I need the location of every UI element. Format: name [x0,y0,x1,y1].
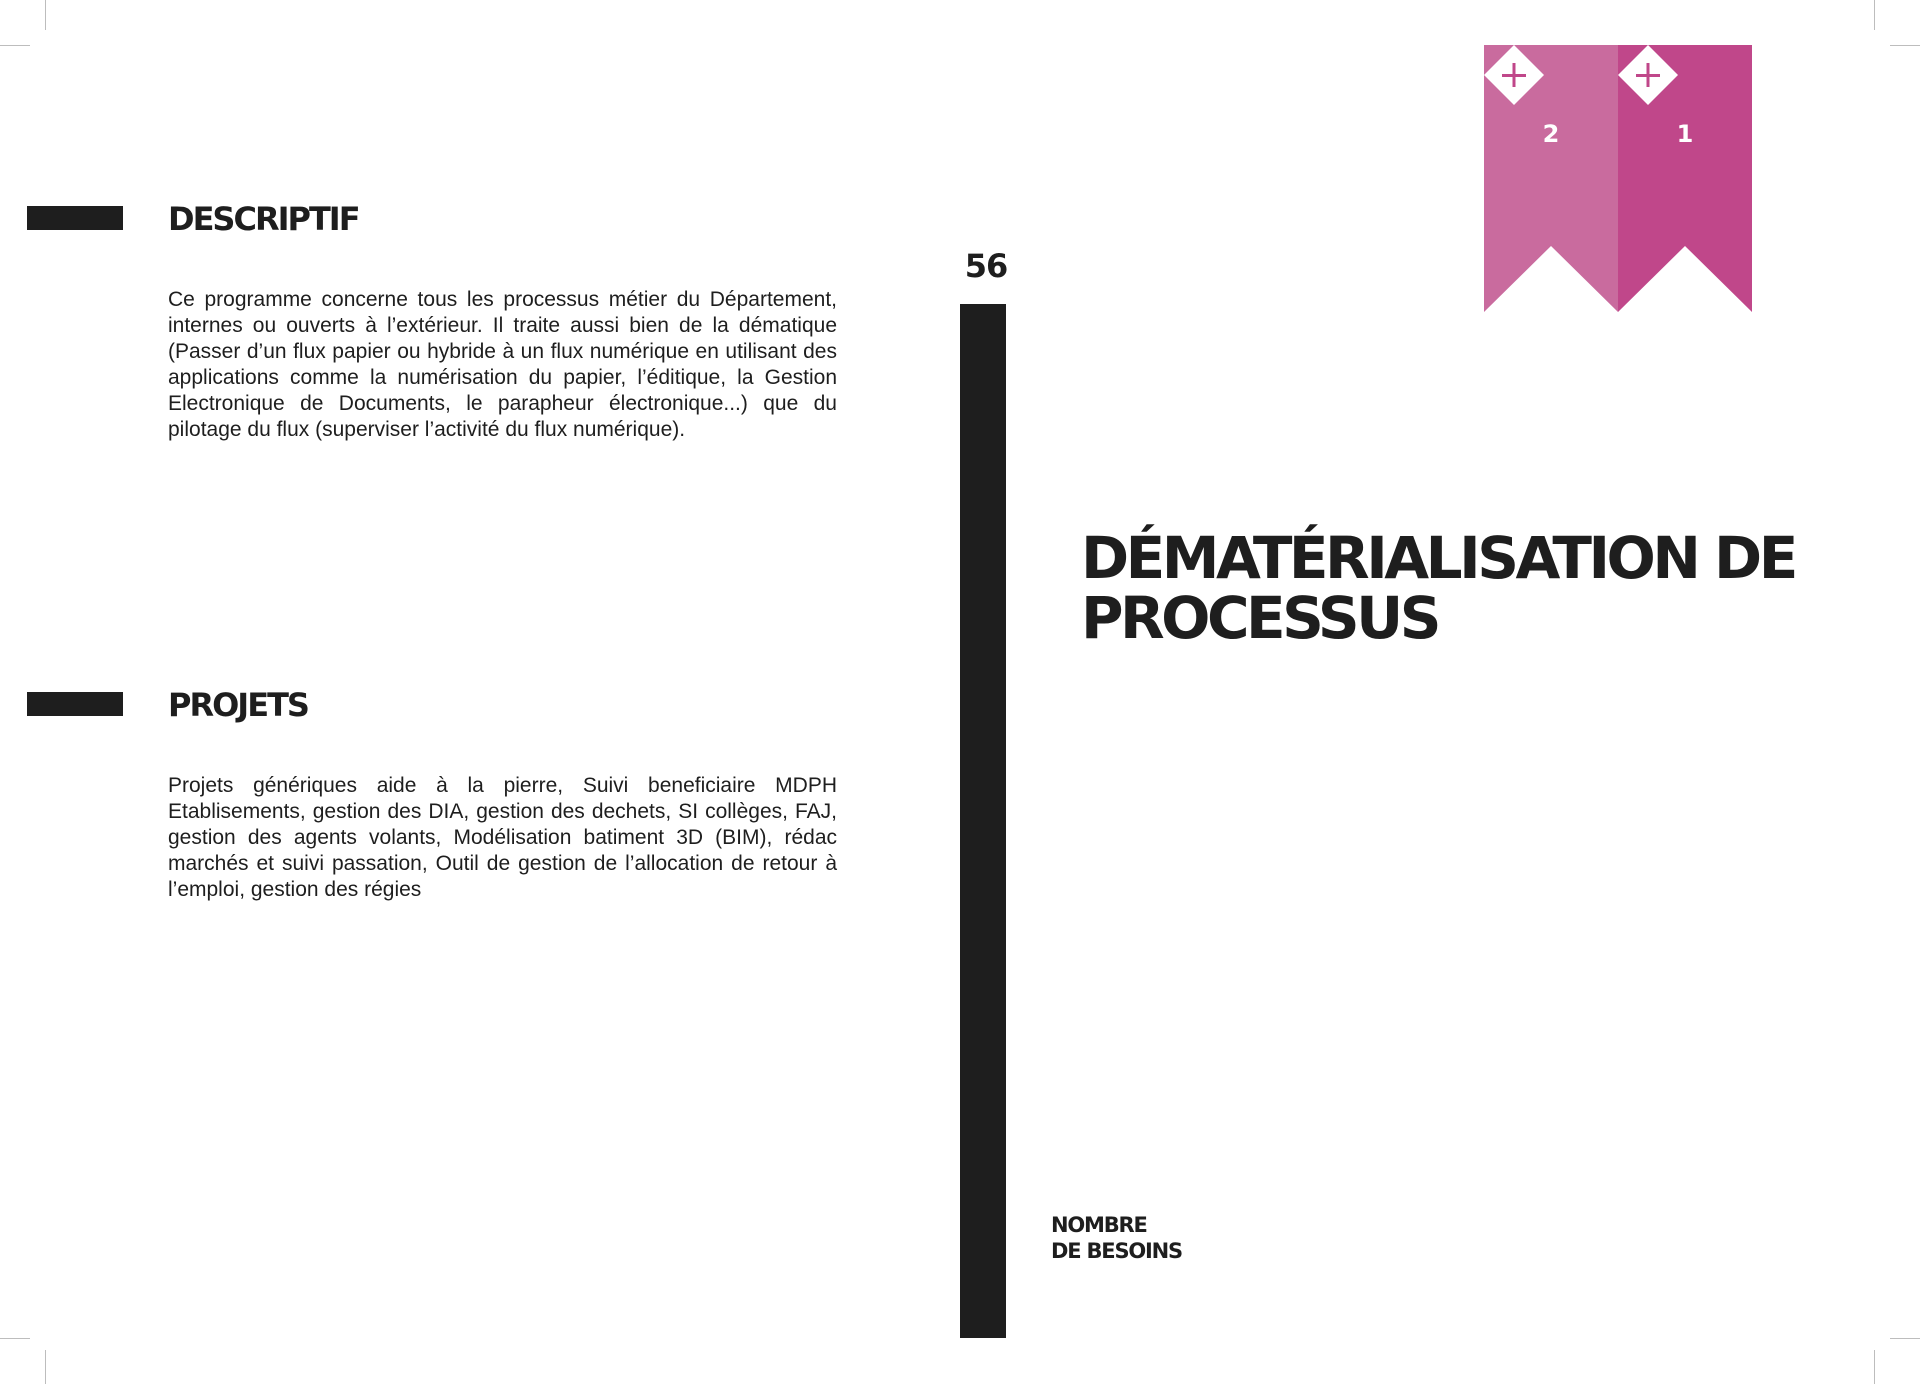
crop-mark [45,1350,46,1384]
plus-icon [1618,45,1678,105]
projets-bar [27,692,123,716]
crop-mark [0,1338,30,1339]
crop-mark [1890,45,1920,46]
title-line-1: DÉMATÉRIALISATION DE [1081,524,1795,592]
projets-text: Projets génériques aide à la pierre, Suivi beneficiaire MDPH Etablisements, gestion des DIA, gestion des dechets, SI collèges, FAJ, gestion des agents volants, Modélisation batiment 3D (BIM), rédac marchés et suivi passation, Outil de gestion de l’allocation de retour à l’emploi, gestion des régies [168,774,837,901]
ribbon-2 [1484,45,1618,312]
needs-label-line-2: DE BESOINS [1051,1239,1182,1263]
crop-mark [0,45,30,46]
page-title [1081,524,1861,652]
needs-label-line-1: NOMBRE [1051,1213,1147,1237]
page-number: 56 [964,247,1008,285]
descriptif-bar [27,206,123,230]
crop-mark [1874,0,1875,30]
ribbon-1 [1618,45,1752,312]
crop-mark [45,0,46,30]
ribbon-number: 2 [1542,120,1560,148]
title-line-2: PROCESSUS [1081,584,1438,652]
descriptif-text: Ce programme concerne tous les processus métier du Département, internes ou ouverts à l’extérieur. Il traite aussi bien de la dématique (Passer d’un flux papier ou hybride à un flux numérique en utilisant des applications comme la numérisation du papier, l’éditique, la Gestion Electronique de Documents, le parapheur électronique...) que du pilotage du flux (superviser l’activité du flux numérique). [168,288,837,441]
projets-heading: PROJETS [168,686,308,724]
crop-mark [1890,1338,1920,1339]
crop-mark [1874,1350,1875,1384]
ribbon-number: 1 [1676,120,1694,148]
needs-label [1051,1212,1182,1264]
plus-icon [1484,45,1544,105]
descriptif-heading: DESCRIPTIF [168,200,359,238]
vertical-divider [960,304,1006,1338]
